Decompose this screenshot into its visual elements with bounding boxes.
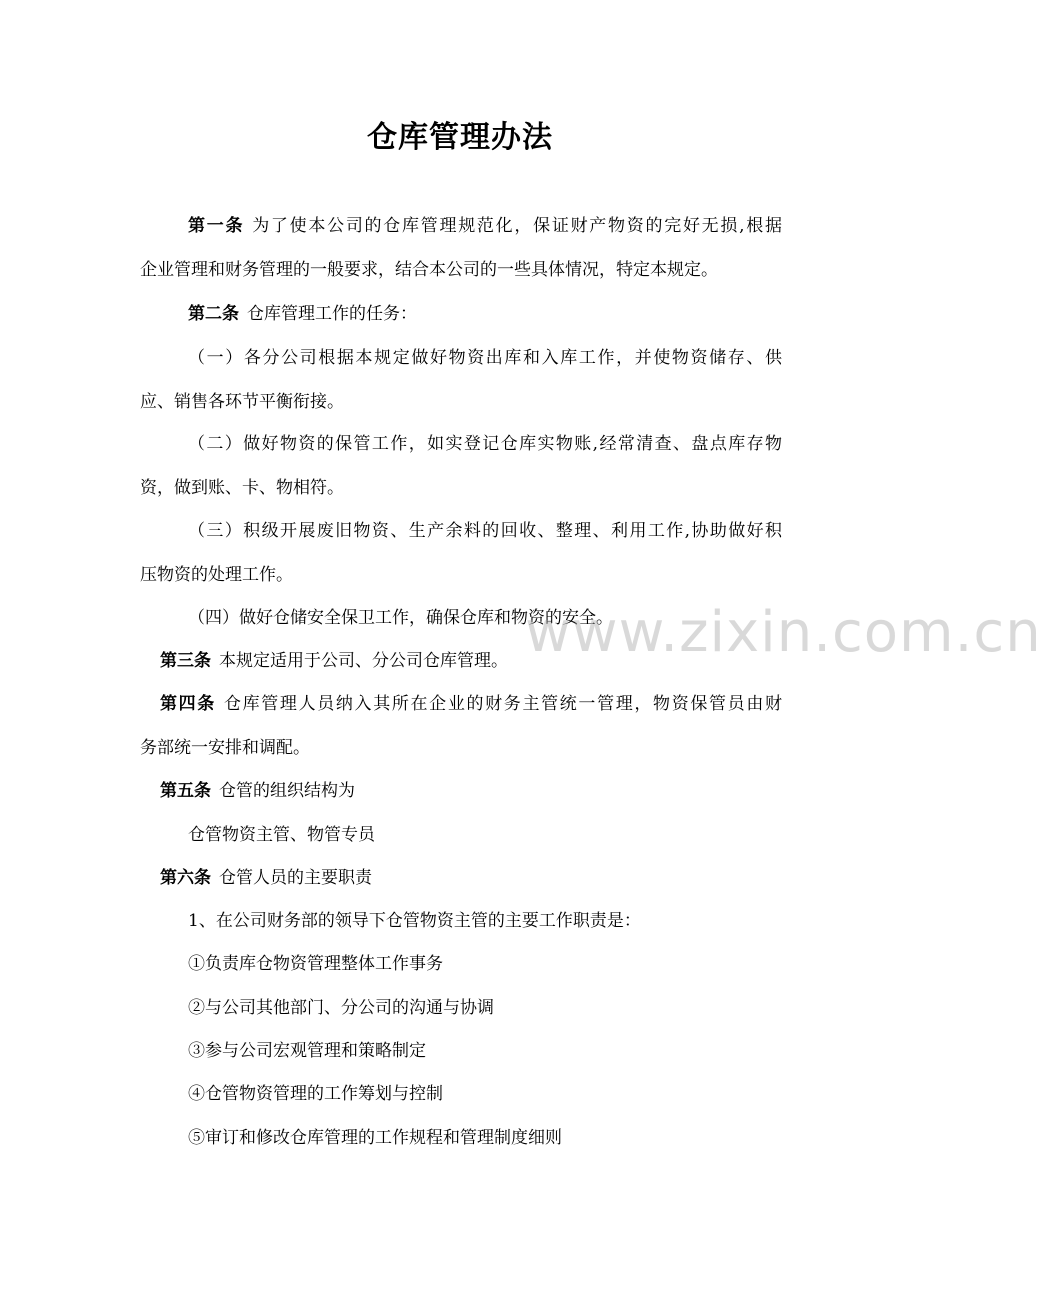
article-2-text: 仓库管理工作的任务： <box>247 304 417 324</box>
article-3 <box>160 649 508 673</box>
article-6 <box>160 866 372 890</box>
article-2 <box>188 302 417 326</box>
article-4-label: 第四条 <box>160 694 216 714</box>
item-1-text-1: （一）各分公司根据本规定做好物资出库和入库工作，并使物资储存、供 <box>188 348 782 368</box>
item-3-text-2: 压物资的处理工作。 <box>140 565 293 585</box>
article-5-label: 第五条 <box>160 781 211 801</box>
watermark: www.zixin.com.cn <box>525 600 1042 665</box>
article-6-label: 第六条 <box>160 868 211 888</box>
duty-item: ③参与公司宏观管理和策略制定 <box>188 1041 426 1061</box>
article-5 <box>160 779 355 803</box>
duty-item: ④仓管物资管理的工作筹划与控制 <box>188 1084 443 1104</box>
item-4-text: （四）做好仓储安全保卫工作，确保仓库和物资的安全。 <box>188 608 613 628</box>
article-1-label: 第一条 <box>188 216 245 236</box>
article-4-text-2: 务部统一安排和调配。 <box>140 738 310 758</box>
article-3-label: 第三条 <box>160 651 211 671</box>
article-1-line-1 <box>188 214 782 238</box>
duty-item: ⑤审订和修改仓库管理的工作规程和管理制度细则 <box>188 1128 562 1148</box>
article-1-text-1: 为了使本公司的仓库管理规范化，保证财产物资的完好无损,根据 <box>252 216 782 236</box>
article-5-text: 仓管的组织结构为 <box>219 781 355 801</box>
article-4-line-1 <box>160 692 782 716</box>
article-1-text-2: 企业管理和财务管理的一般要求，结合本公司的一些具体情况，特定本规定。 <box>140 260 718 280</box>
item-3-text-1: （三）积级开展废旧物资、生产余料的回收、整理、利用工作,协助做好积 <box>188 521 782 541</box>
article-5-sub: 仓管物资主管、物管专员 <box>188 825 375 845</box>
article-6-text: 仓管人员的主要职责 <box>219 868 372 888</box>
duty-item: ①负责库仓物资管理整体工作事务 <box>188 954 443 974</box>
article-3-text: 本规定适用于公司、分公司仓库管理。 <box>219 651 508 671</box>
item-1-text-2: 应、销售各环节平衡衔接。 <box>140 392 344 412</box>
document-title: 仓库管理办法 <box>367 120 553 155</box>
item-2-text-1: （二）做好物资的保管工作，如实登记仓库实物账,经常清查、盘点库存物 <box>188 434 782 454</box>
item-2-text-2: 资，做到账、卡、物相符。 <box>140 478 344 498</box>
article-2-label: 第二条 <box>188 304 239 324</box>
duty-item: ②与公司其他部门、分公司的沟通与协调 <box>188 998 494 1018</box>
duty-intro: 1、在公司财务部的领导下仓管物资主管的主要工作职责是： <box>188 911 641 931</box>
article-4-text-1: 仓库管理人员纳入其所在企业的财务主管统一管理，物资保管员由财 <box>223 694 782 714</box>
